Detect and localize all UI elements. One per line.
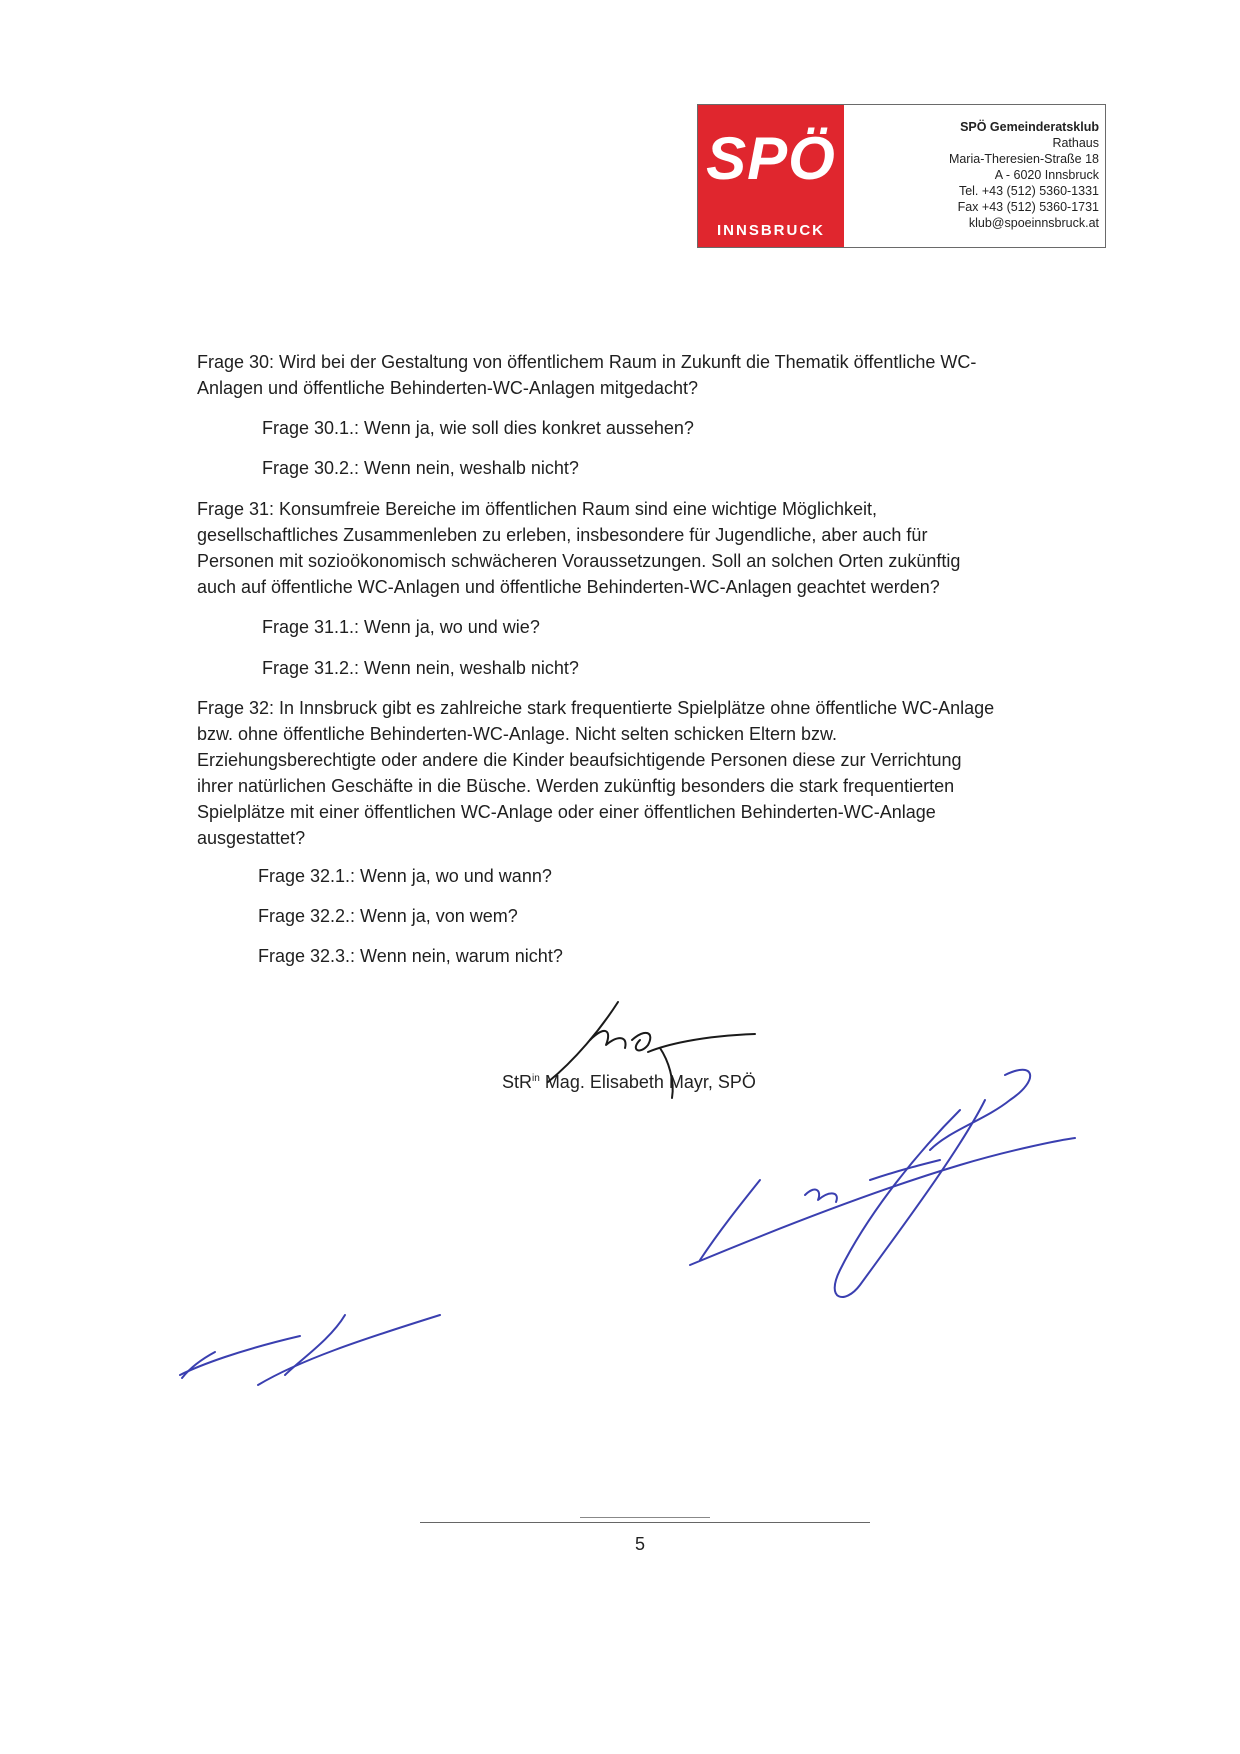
logo-text: SPÖ [706, 125, 836, 192]
question-32-line-3: Erziehungsberechtigte oder andere die Kinder beaufsichtigende Personen diese zur Verrichtung [197, 750, 962, 770]
question-31 [197, 496, 1127, 600]
letterhead [697, 104, 1106, 248]
signature-blue-small [180, 1315, 440, 1385]
signatory-name [502, 1072, 756, 1093]
question-31-line-1: Frage 31: Konsumfreie Bereiche im öffentlichen Raum sind eine wichtige Möglichkeit, [197, 499, 878, 519]
question-31-line-2: gesellschaftliches Zusammenleben zu erleben, insbesondere für Jugendliche, aber auch für [197, 525, 928, 545]
phone-number: Tel. +43 (512) 5360-1331 [958, 184, 1099, 198]
question-30-2: Frage 30.2.: Wenn nein, weshalb nicht? [262, 458, 579, 478]
signatory-full-name: Mag. Elisabeth Mayr, SPÖ [539, 1072, 756, 1092]
question-31-2: Frage 31.2.: Wenn nein, weshalb nicht? [262, 658, 579, 678]
fax-number: Fax +43 (512) 5360-1731 [957, 200, 1099, 214]
question-32 [197, 695, 1127, 851]
address-block [844, 105, 1105, 247]
signatory-title: StR [502, 1072, 533, 1092]
question-30-line-2: Anlagen und öffentliche Behinderten-WC-Anlagen mitgedacht? [197, 378, 698, 398]
question-30-line-1: Frage 30: Wird bei der Gestaltung von öffentlichem Raum in Zukunft die Thematik öffentliche WC- [197, 352, 977, 372]
club-name: SPÖ Gemeinderatsklub [960, 120, 1099, 134]
question-32-line-6: ausgestattet? [197, 828, 306, 848]
question-32-line-1: Frage 32: In Innsbruck gibt es zahlreiche stark frequentierte Spielplätze ohne öffentliche WC-Anlage [197, 698, 995, 718]
signature-blue-large [690, 1070, 1075, 1297]
question-32-line-2: bzw. ohne öffentliche Behinderten-WC-Anlage. Nicht selten schicken Eltern bzw. [197, 724, 838, 744]
signatory-title-superscript: in [532, 1073, 540, 1084]
logo-subtitle: INNSBRUCK [717, 222, 825, 239]
footer-rule-short [580, 1517, 710, 1518]
address-building: Rathaus [1052, 136, 1099, 150]
question-32-2: Frage 32.2.: Wenn ja, von wem? [258, 906, 518, 926]
question-32-1: Frage 32.1.: Wenn ja, wo und wann? [258, 866, 552, 886]
question-30-1: Frage 30.1.: Wenn ja, wie soll dies konkret aussehen? [262, 418, 694, 438]
email-address: klub@spoeinnsbruck.at [968, 216, 1099, 230]
footer-rule [420, 1522, 870, 1523]
question-31-line-3: Personen mit sozioökonomisch schwächeren Voraussetzungen. Soll an solchen Orten zukünftig [197, 551, 961, 571]
address-city: A - 6020 Innsbruck [994, 168, 1099, 182]
question-32-line-4: ihrer natürlichen Geschäfte in die Büsche. Werden zukünftig besonders die stark frequentierten [197, 776, 955, 796]
spo-innsbruck-logo [698, 105, 844, 247]
question-31-line-4: auch auf öffentliche WC-Anlagen und öffentliche Behinderten-WC-Anlagen geachtet werden? [197, 577, 940, 597]
question-32-3: Frage 32.3.: Wenn nein, warum nicht? [258, 946, 563, 966]
question-32-line-5: Spielplätze mit einer öffentlichen WC-Anlage oder einer öffentlichen Behinderten-WC-Anlage [197, 802, 936, 822]
page-number: 5 [634, 1534, 645, 1554]
question-31-1: Frage 31.1.: Wenn ja, wo und wie? [262, 617, 540, 637]
address-street: Maria-Theresien-Straße 18 [948, 152, 1099, 166]
question-30 [197, 349, 1127, 401]
